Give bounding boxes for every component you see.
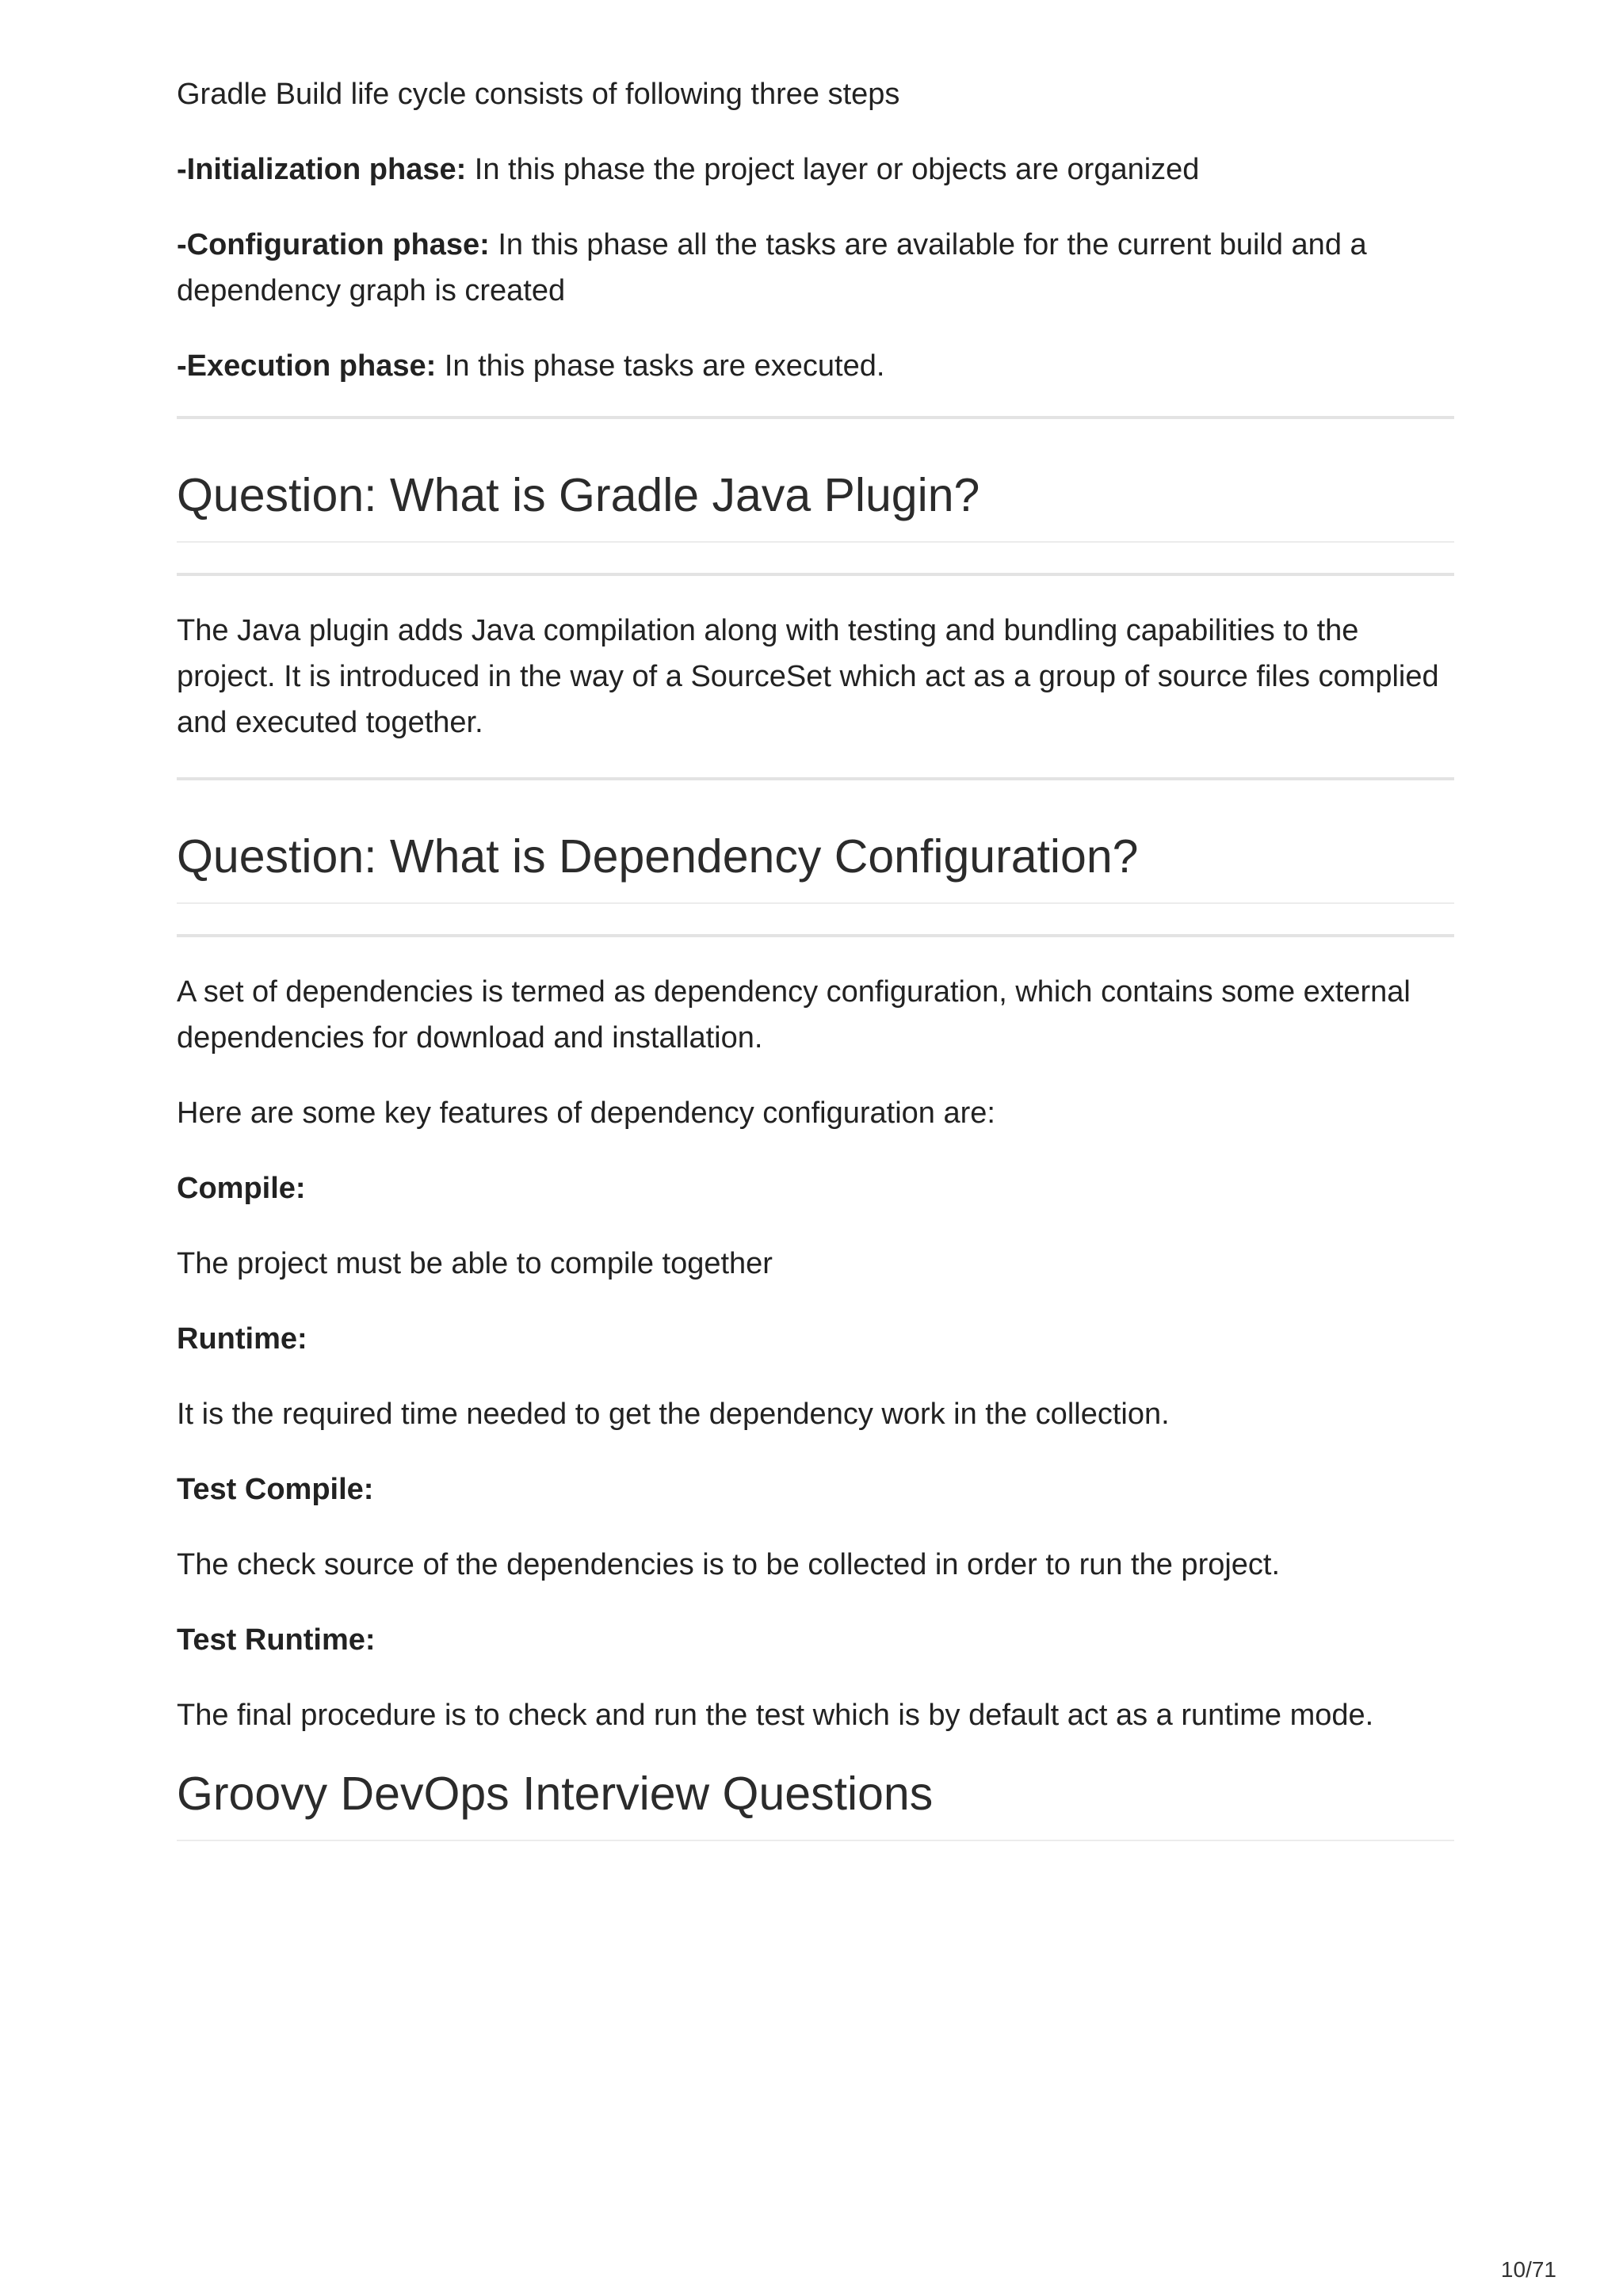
java-plugin-body: The Java plugin adds Java compilation along with testing and bundling capabilities to the project. It is introduced in the way of a SourceSet which act as a group of source files complied and executed together. xyxy=(177,614,1439,739)
java-plugin-heading: Question: What is Gradle Java Plugin? xyxy=(177,467,1454,543)
phase-label: -Execution phase: xyxy=(177,349,437,383)
feature-text: The check source of the dependencies is to be collected in order to run the project. xyxy=(177,1548,1281,1581)
feature-text: It is the required time needed to get the dependency work in the collection. xyxy=(177,1398,1170,1431)
feature-text: The project must be able to compile together xyxy=(177,1247,773,1280)
section-divider xyxy=(177,416,1454,419)
phase-text: In this phase the project layer or objects are organized xyxy=(466,153,1200,186)
heading-divider xyxy=(177,934,1454,937)
dependency-heading: Question: What is Dependency Configuration? xyxy=(177,828,1454,904)
phase-initialization xyxy=(177,147,1454,193)
section-divider xyxy=(177,777,1454,780)
heading-divider xyxy=(177,573,1454,576)
phase-label: -Initialization phase: xyxy=(177,153,467,186)
feature-title: Runtime: xyxy=(177,1322,307,1356)
feature-text: The final procedure is to check and run the test which is by default act as a runtime mode. xyxy=(177,1699,1374,1732)
groovy-heading: Groovy DevOps Interview Questions xyxy=(177,1765,1454,1841)
phase-text: In this phase all the tasks are available for the current build and a dependency graph is created xyxy=(177,228,1367,307)
phase-label: -Configuration phase: xyxy=(177,228,490,261)
page-number: 10/71 xyxy=(1500,2257,1556,2282)
phase-configuration xyxy=(177,222,1454,314)
feature-title: Test Compile: xyxy=(177,1473,374,1506)
document-page xyxy=(177,71,1454,1841)
phase-text: In this phase tasks are executed. xyxy=(436,349,885,383)
feature-title: Test Runtime: xyxy=(177,1623,376,1657)
dependency-body: A set of dependencies is termed as dependency configuration, which contains some external dependencies for download and installation. xyxy=(177,975,1411,1055)
phase-execution xyxy=(177,343,1454,389)
lifecycle-intro: Gradle Build life cycle consists of following three steps xyxy=(177,78,900,111)
feature-title: Compile: xyxy=(177,1172,306,1205)
features-intro: Here are some key features of dependency configuration are: xyxy=(177,1097,995,1130)
